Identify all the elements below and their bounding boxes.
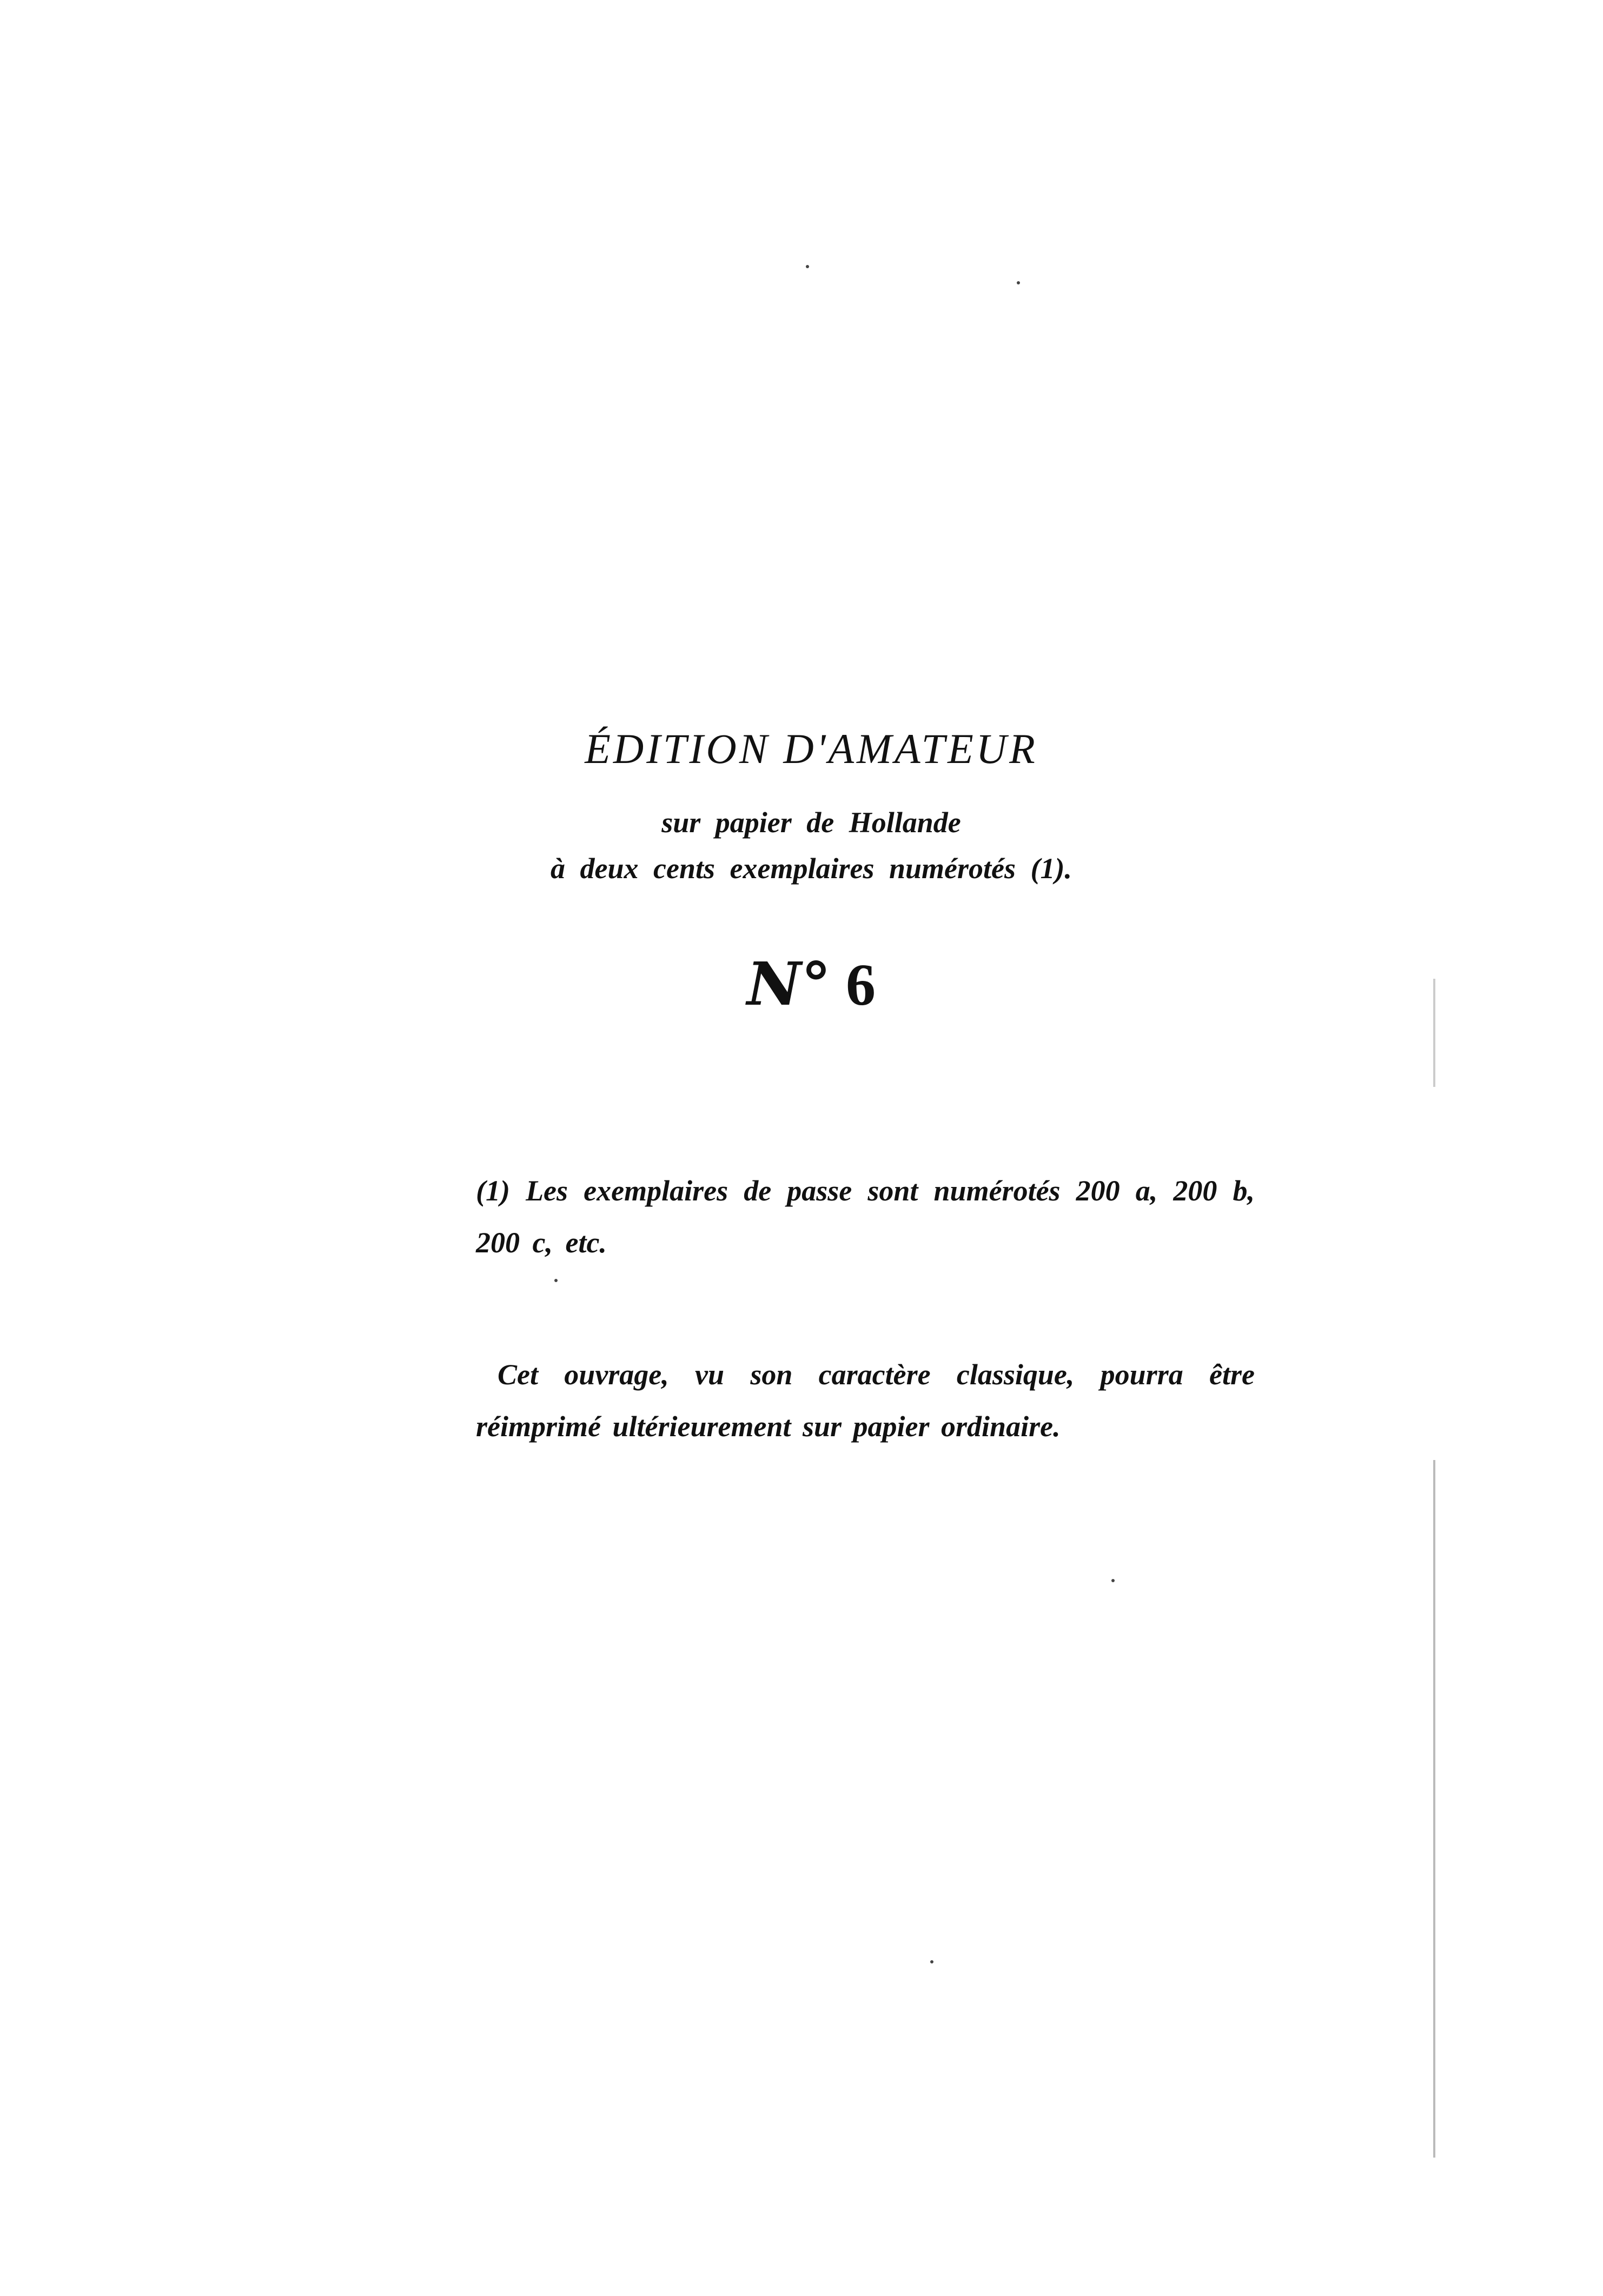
scan-speck <box>1017 281 1020 284</box>
edition-subtitle-paper: sur papier de Hollande <box>661 806 961 839</box>
scan-speck <box>554 1279 558 1282</box>
edition-title: ÉDITION D'AMATEUR <box>585 725 1038 772</box>
footnote: (1) Les exemplaires de passe sont numérotés 200 a, 200 b, 200 c, etc. <box>476 1174 1255 1259</box>
reprint-notice: Cet ouvrage, vu son caractère classique, pourra être réimprimé ultérieurement sur papier ordinaire. <box>476 1358 1255 1443</box>
scan-edge-line <box>1433 979 1435 1087</box>
scan-edge-line <box>1433 1460 1435 2158</box>
scan-speck <box>1111 1579 1115 1582</box>
scan-speck <box>930 1960 933 1963</box>
copy-number <box>0 949 1603 1019</box>
edition-subtitle-copies: à deux cents exemplaires numérotés (1). <box>551 852 1072 885</box>
number-value: 6 <box>846 952 876 1018</box>
number-symbol: N° <box>746 949 831 1019</box>
scan-speck <box>806 265 809 268</box>
